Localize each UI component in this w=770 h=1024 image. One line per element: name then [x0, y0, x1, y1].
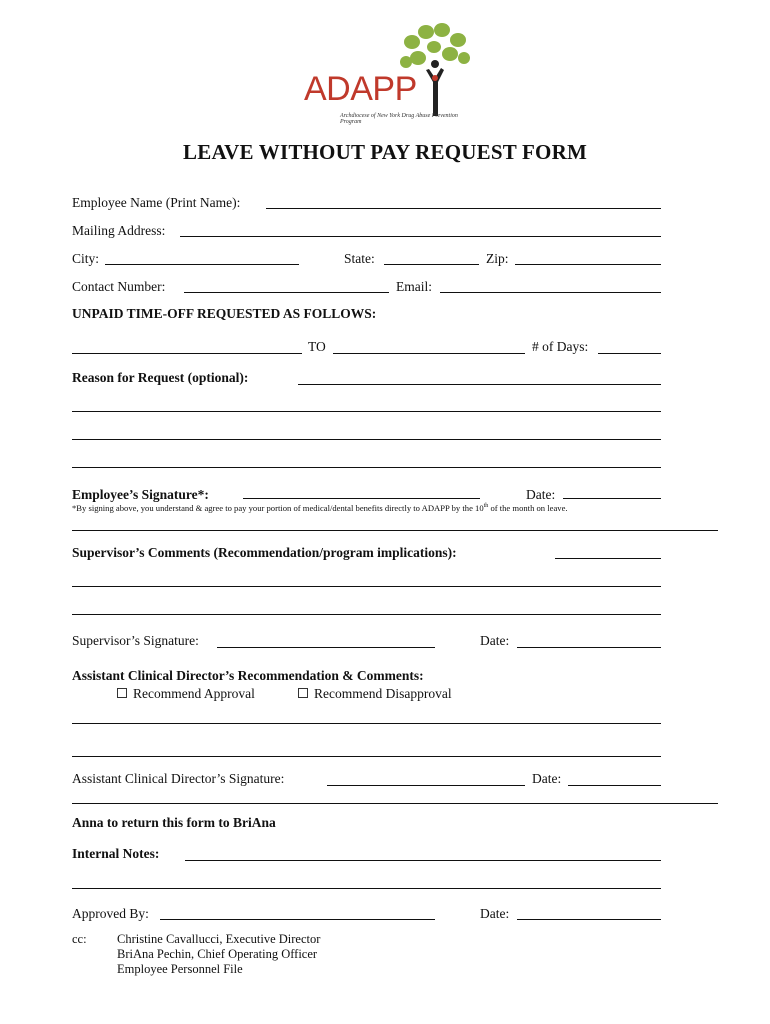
city-label: City:	[72, 251, 100, 266]
city-field[interactable]	[105, 264, 299, 265]
employee-date-label: Date:	[526, 487, 556, 502]
disapproval-checkbox[interactable]	[298, 688, 308, 698]
acd-signature-field[interactable]	[327, 785, 525, 786]
approved-by-field[interactable]	[160, 919, 435, 920]
employee-signature-label: Employee’s Signature*:	[72, 487, 209, 502]
benefits-footnote: *By signing above, you understand & agree to pay your portion of medical/dental benefits directly to ADAPP by the 10th of the month on leave.	[72, 503, 568, 513]
reason-line-3[interactable]	[72, 439, 661, 440]
reason-line-2[interactable]	[72, 411, 661, 412]
mailing-address-field[interactable]	[180, 236, 661, 237]
section-divider-2	[72, 803, 718, 804]
reason-field[interactable]	[298, 384, 661, 385]
approved-date-label: Date:	[480, 906, 510, 921]
acd-date-field[interactable]	[568, 785, 661, 786]
logo-tagline: Archdiocese of New York Drug Abuse Prevention Program	[340, 113, 458, 125]
unpaid-heading: UNPAID TIME-OFF REQUESTED AS FOLLOWS:	[72, 306, 377, 321]
cc-item: Employee Personnel File	[117, 962, 243, 976]
end-date-field[interactable]	[333, 353, 525, 354]
acd-signature-label: Assistant Clinical Director’s Signature:	[72, 771, 285, 786]
section-divider	[72, 530, 718, 531]
employee-name-label: Employee Name (Print Name):	[72, 195, 241, 210]
supervisor-signature-field[interactable]	[217, 647, 435, 648]
employee-signature-field[interactable]	[243, 498, 480, 499]
supervisor-signature-label: Supervisor’s Signature:	[72, 633, 199, 648]
logo-wordmark: ADAPP	[304, 70, 417, 108]
reason-line-4[interactable]	[72, 467, 661, 468]
to-label: TO	[308, 339, 326, 354]
cc-item: BriAna Pechin, Chief Operating Officer	[117, 947, 318, 961]
internal-notes-field[interactable]	[185, 860, 661, 861]
state-label: State:	[344, 251, 375, 266]
internal-notes-label: Internal Notes:	[72, 846, 160, 861]
contact-number-field[interactable]	[184, 292, 389, 293]
start-date-field[interactable]	[72, 353, 302, 354]
supervisor-date-label: Date:	[480, 633, 510, 648]
state-field[interactable]	[384, 264, 479, 265]
zip-label: Zip:	[486, 251, 509, 266]
approval-checkbox[interactable]	[117, 688, 127, 698]
days-label: # of Days:	[532, 339, 589, 354]
zip-field[interactable]	[515, 264, 661, 265]
mailing-address-label: Mailing Address:	[72, 223, 166, 238]
approved-date-field[interactable]	[517, 919, 661, 920]
supervisor-comments-line-3[interactable]	[72, 614, 661, 615]
return-note: Anna to return this form to BriAna	[72, 815, 276, 830]
supervisor-date-field[interactable]	[517, 647, 661, 648]
page-title: LEAVE WITHOUT PAY REQUEST FORM	[183, 140, 587, 164]
email-label: Email:	[396, 279, 432, 294]
acd-date-label: Date:	[532, 771, 562, 786]
recommend-approval-option[interactable]	[117, 686, 255, 702]
days-field[interactable]	[598, 353, 661, 354]
supervisor-comments-line-2[interactable]	[72, 586, 661, 587]
recommend-disapproval-label: Recommend Disapproval	[314, 686, 452, 701]
cc-label: cc:	[72, 932, 87, 946]
supervisor-comments-field[interactable]	[555, 558, 661, 559]
logo	[300, 18, 475, 125]
recommend-disapproval-option[interactable]	[298, 686, 452, 702]
supervisor-comments-label: Supervisor’s Comments (Recommendation/program implications):	[72, 545, 457, 560]
employee-name-field[interactable]	[266, 208, 661, 209]
approved-by-label: Approved By:	[72, 906, 149, 921]
acd-heading: Assistant Clinical Director’s Recommendation & Comments:	[72, 668, 424, 683]
email-field[interactable]	[440, 292, 661, 293]
recommend-approval-label: Recommend Approval	[133, 686, 255, 701]
internal-notes-line-2[interactable]	[72, 888, 661, 889]
reason-label: Reason for Request (optional):	[72, 370, 249, 385]
employee-date-field[interactable]	[563, 498, 661, 499]
cc-item: Christine Cavallucci, Executive Director	[117, 932, 321, 946]
acd-comments-line-1[interactable]	[72, 723, 661, 724]
acd-comments-line-2[interactable]	[72, 756, 661, 757]
contact-number-label: Contact Number:	[72, 279, 166, 294]
cc-list	[117, 932, 320, 977]
